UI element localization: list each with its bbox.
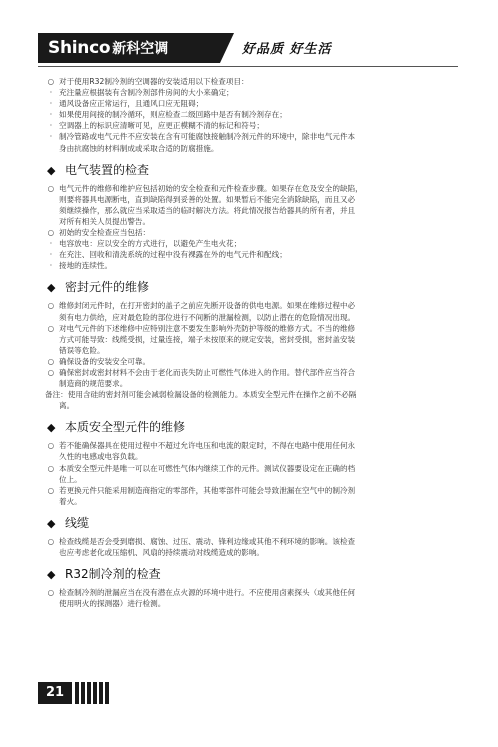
- text-line: [45, 183, 465, 194]
- text-line: [45, 474, 465, 485]
- text-line: [45, 356, 465, 367]
- text-line: [45, 227, 465, 238]
- brand-logo: [38, 33, 220, 63]
- line-text: 本质安全型元件是唯一可以在可燃性气体内继续工作的元件。测试仪器要设定在正确的档: [59, 463, 356, 473]
- circle-bullet-icon: ○: [47, 441, 55, 451]
- text-line: [45, 300, 465, 311]
- text-line: [45, 312, 465, 323]
- diamond-icon: ◆: [47, 568, 56, 582]
- text-line: [45, 345, 465, 356]
- dot-bullet-icon: ·: [49, 121, 53, 131]
- line-text: 确保密封或密封材料不会由于老化而丧失防止可燃性气体进入的作用。替代部件应当符合: [59, 367, 356, 377]
- text-line: [45, 496, 465, 507]
- section-title: 密封元件的维修: [65, 280, 150, 295]
- dot-bullet-icon: ·: [49, 239, 53, 249]
- page-number: 21: [38, 682, 72, 704]
- line-text: 方式可能导致：线缆受损，过量连接，端子未按原来的规定安装，密封受损，密封盖安装: [59, 334, 356, 344]
- text-line: [45, 109, 465, 120]
- brand-name-en: Shinco: [48, 38, 111, 58]
- page-header: [38, 33, 458, 63]
- circle-bullet-icon: ○: [47, 301, 55, 311]
- line-text: 则要将器具电源断电，直到缺陷得到妥善的处置。如果暂后不能完全消除缺陷，而且又必: [59, 194, 356, 204]
- line-text: 若更换元件只能采用制造商指定的零部件，其他零部件可能会导致泄漏在空气中的制冷剂: [59, 485, 356, 495]
- line-text: 身由抗腐蚀的材料制成或采取合适的防腐措施。: [59, 143, 219, 153]
- manual-content: [45, 76, 465, 609]
- text-line: [45, 463, 465, 474]
- text-line: [45, 205, 465, 216]
- line-text: 久性的电感或电容负载。: [59, 452, 143, 462]
- dot-bullet-icon: ·: [49, 88, 53, 98]
- circle-bullet-icon: ○: [47, 228, 55, 238]
- line-text: 使用明火的探测器）进行检测。: [59, 599, 166, 609]
- text-line: [45, 451, 465, 462]
- circle-bullet-icon: ○: [47, 536, 55, 546]
- text-line: [45, 400, 465, 411]
- text-line: [45, 598, 465, 609]
- section-heading: [45, 566, 465, 583]
- circle-bullet-icon: ○: [47, 588, 55, 598]
- circle-bullet-icon: ○: [47, 183, 55, 193]
- brand-slant-decoration: [220, 33, 234, 63]
- brand-name-cn: 新科空调: [112, 41, 169, 57]
- line-text: 检查制冷剂的泄漏应当在没有潜在点火源的环境中进行。不应使用卤素探头（或其他任何: [59, 588, 356, 598]
- line-text: 维修封闭元件时，在打开密封的盖子之前应先断开设备的供电电源。如果在维修过程中必: [59, 301, 356, 311]
- section: [45, 515, 465, 558]
- section-heading: [45, 515, 465, 532]
- intro-block: [45, 76, 465, 154]
- text-line: [45, 547, 465, 558]
- line-text: 错误等危险。: [59, 345, 105, 355]
- text-line: [45, 260, 465, 271]
- section-heading: [45, 419, 465, 436]
- text-line: [45, 367, 465, 378]
- text-line: [45, 143, 465, 154]
- line-text: 备注：使用含硅的密封剂可能会减弱检漏设备的检测能力。本质安全型元件在操作之前不必隔: [45, 390, 357, 400]
- text-line: [45, 238, 465, 249]
- section-title: 电气装置的检查: [65, 162, 150, 177]
- line-text: 充注量应根据装有含制冷剂部件房间的大小来确定；: [59, 88, 234, 98]
- diamond-icon: ◆: [47, 516, 56, 530]
- line-text: 接地的连续性。: [59, 261, 113, 271]
- text-line: [45, 131, 465, 142]
- line-text: 制造商的规范要求。: [59, 379, 128, 389]
- circle-bullet-icon: ○: [47, 356, 55, 366]
- section-title: 线缆: [65, 515, 90, 530]
- line-text: 对所有相关人员提出警告。: [59, 216, 151, 226]
- circle-bullet-icon: ○: [47, 485, 55, 495]
- section: [45, 279, 465, 411]
- text-line: [45, 249, 465, 260]
- text-line: [45, 334, 465, 345]
- section: [45, 162, 465, 272]
- line-text: 对电气元件的下述维修中应特别注意不要发生影响外壳防护等级的维修方式。不当的维修: [59, 323, 356, 333]
- text-line: [45, 216, 465, 227]
- text-line: [45, 76, 465, 87]
- line-text: 须有电力供给，应对最危险的部位进行不间断的泄漏检测，以防止潜在的危险情况出现。: [59, 312, 356, 322]
- line-text: 如果使用间接的制冷循环，则应检查二级回路中是否有制冷剂存在；: [59, 110, 287, 120]
- diamond-icon: ◆: [47, 281, 56, 295]
- line-text: 对于使用R32制冷剂的空调器的安装适用以下检查项目：: [59, 77, 249, 86]
- line-text: 位上。: [59, 474, 82, 484]
- dot-bullet-icon: ·: [49, 261, 53, 271]
- section-heading: [45, 279, 465, 296]
- dot-bullet-icon: ·: [49, 132, 53, 142]
- footer-bars-decoration: [75, 682, 115, 704]
- circle-bullet-icon: ○: [47, 323, 55, 333]
- section-heading: [45, 162, 465, 179]
- dot-bullet-icon: ·: [49, 250, 53, 260]
- line-text: 在充注、回收和清洗系统的过程中没有裸露在外的电气元件和配线；: [59, 250, 287, 260]
- line-text: 着火。: [59, 496, 82, 506]
- text-line: [45, 323, 465, 334]
- line-text: 初始的安全检查应当包括：: [59, 228, 151, 238]
- line-text: 电气元件的维修和维护应包括初始的安全检查和元件检查步骤。如果存在危及安全的缺陷，: [59, 183, 363, 193]
- text-line: [45, 98, 465, 109]
- text-line: [45, 440, 465, 451]
- line-text: 电容放电：应以安全的方式进行，以避免产生电火花；: [59, 239, 242, 249]
- text-line: [45, 87, 465, 98]
- text-line: [45, 485, 465, 496]
- line-text: 离。: [59, 401, 75, 411]
- header-divider: [38, 66, 458, 67]
- section-title: 本质安全型元件的维修: [65, 420, 186, 435]
- dot-bullet-icon: ·: [49, 99, 53, 109]
- line-text: 也应考虑老化或压缩机、风扇的持续震动对线缆造成的影响。: [59, 548, 265, 557]
- line-text: 确保设备的安装安全可靠。: [59, 356, 151, 366]
- text-line: [45, 378, 465, 389]
- text-line: [45, 536, 465, 547]
- circle-bullet-icon: ○: [47, 463, 55, 473]
- circle-bullet-icon: ○: [47, 77, 55, 86]
- line-text: 检查线缆是否会受到磨损、腐蚀、过压、震动、锋利边缘或其他不利环境的影响。该检查: [59, 536, 356, 546]
- dot-bullet-icon: ·: [49, 110, 53, 120]
- line-text: 须继续操作，那么就应当采取适当的临时解决方法。将此情况报告给器具的所有者，并且: [59, 205, 356, 215]
- section-title: R32制冷剂的检查: [65, 567, 161, 582]
- slogan: 好品质 好生活: [242, 42, 332, 57]
- text-line: [45, 120, 465, 131]
- text-line: [45, 587, 465, 598]
- diamond-icon: ◆: [47, 421, 56, 435]
- text-line: [45, 389, 465, 400]
- line-text: 空调器上的标识应清晰可见，应更正模糊不清的标记和符号；: [59, 121, 265, 131]
- section: [45, 566, 465, 609]
- line-text: 通风设备应正常运行，且通风口应无阻碍；: [59, 99, 204, 109]
- line-text: 若不能确保器具在使用过程中不超过允许电压和电流的限定时，不得在电路中使用任何永: [59, 441, 356, 451]
- sections-block: [45, 162, 465, 610]
- section: [45, 419, 465, 507]
- circle-bullet-icon: ○: [47, 367, 55, 377]
- diamond-icon: ◆: [47, 163, 56, 177]
- text-line: [45, 194, 465, 205]
- line-text: 制冷管路或电气元件不应安装在含有可能腐蚀接触制冷剂元件的环境中，除非电气元件本: [59, 132, 356, 142]
